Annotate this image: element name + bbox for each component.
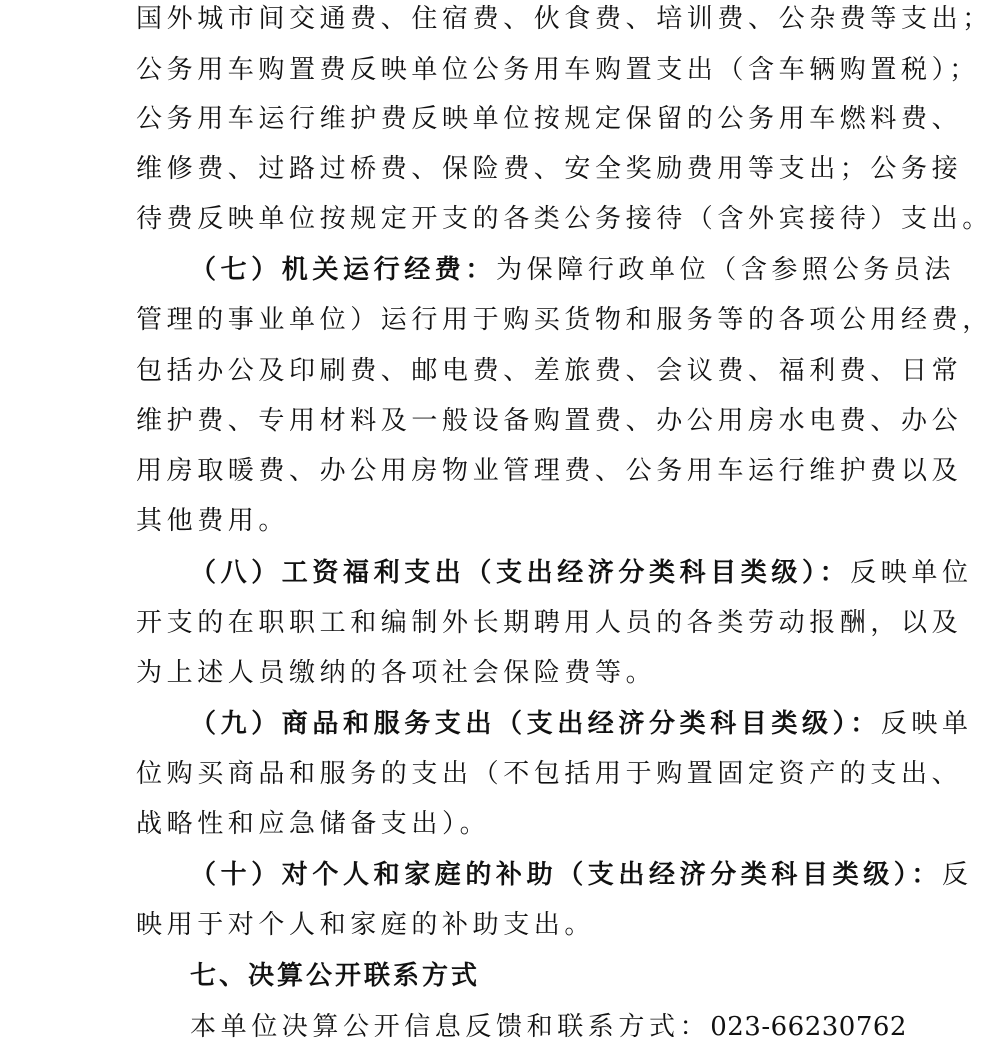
item-10-text: 反 [942, 860, 973, 890]
paragraph-line: 为上述人员缴纳的各项社会保险费等。 [136, 658, 657, 688]
contact-label: 本单位决算公开信息反馈和联系方式： [190, 1012, 711, 1042]
section-heading: 七、决算公开联系方式 [190, 961, 481, 991]
paragraph-line: 维护费、专用材料及一般设备购置费、办公用房水电费、办公 [136, 406, 963, 436]
paragraph-line: 国外城市间交通费、住宿费、伙食费、培训费、公杂费等支出； [136, 4, 993, 34]
item-8-first-line [190, 556, 973, 590]
item-7-term: （七）机关运行经费： [190, 255, 497, 285]
paragraph-line: 公务用车购置费反映单位公务用车购置支出（含车辆购置税）； [136, 55, 980, 85]
item-10-term: （十）对个人和家庭的补助（支出经济分类科目类级）： [190, 860, 943, 890]
item-7-text: 为保障行政单位（含参照公务员法 [496, 255, 956, 285]
paragraph-line: 维修费、过路过桥费、保险费、安全奖励费用等支出；公务接 [136, 154, 963, 184]
paragraph-line: 开支的在职职工和编制外长期聘用人员的各类劳动报酬，以及 [136, 608, 963, 638]
paragraph-line: 其他费用。 [136, 506, 290, 536]
item-10-first-line [190, 858, 973, 892]
paragraph-line: 用房取暖费、办公用房物业管理费、公务用车运行维护费以及 [136, 456, 963, 486]
contact-phone: 023-66230762 [710, 1012, 907, 1042]
paragraph-line: 映用于对个人和家庭的补助支出。 [136, 910, 596, 940]
paragraph-line: 战略性和应急储备支出）。 [136, 809, 491, 839]
contact-line [190, 1010, 907, 1044]
item-8-text: 反映单位 [850, 558, 973, 588]
paragraph-line: 公务用车运行维护费反映单位按规定保留的公务用车燃料费、 [136, 104, 963, 134]
item-9-term: （九）商品和服务支出（支出经济分类科目类级）： [190, 709, 881, 739]
paragraph-line: 位购买商品和服务的支出（不包括用于购置固定资产的支出、 [136, 759, 963, 789]
paragraph-line: 管理的事业单位）运行用于购买货物和服务等的各项公用经费， [136, 305, 993, 335]
item-8-term: （八）工资福利支出（支出经济分类科目类级）： [190, 558, 851, 588]
paragraph-line: 包括办公及印刷费、邮电费、差旅费、会议费、福利费、日常 [136, 356, 963, 386]
item-9-first-line [190, 707, 973, 741]
item-7-first-line [190, 253, 955, 287]
item-9-text: 反映单 [880, 709, 973, 739]
paragraph-line: 待费反映单位按规定开支的各类公务接待（含外宾接待）支出。 [136, 204, 993, 234]
